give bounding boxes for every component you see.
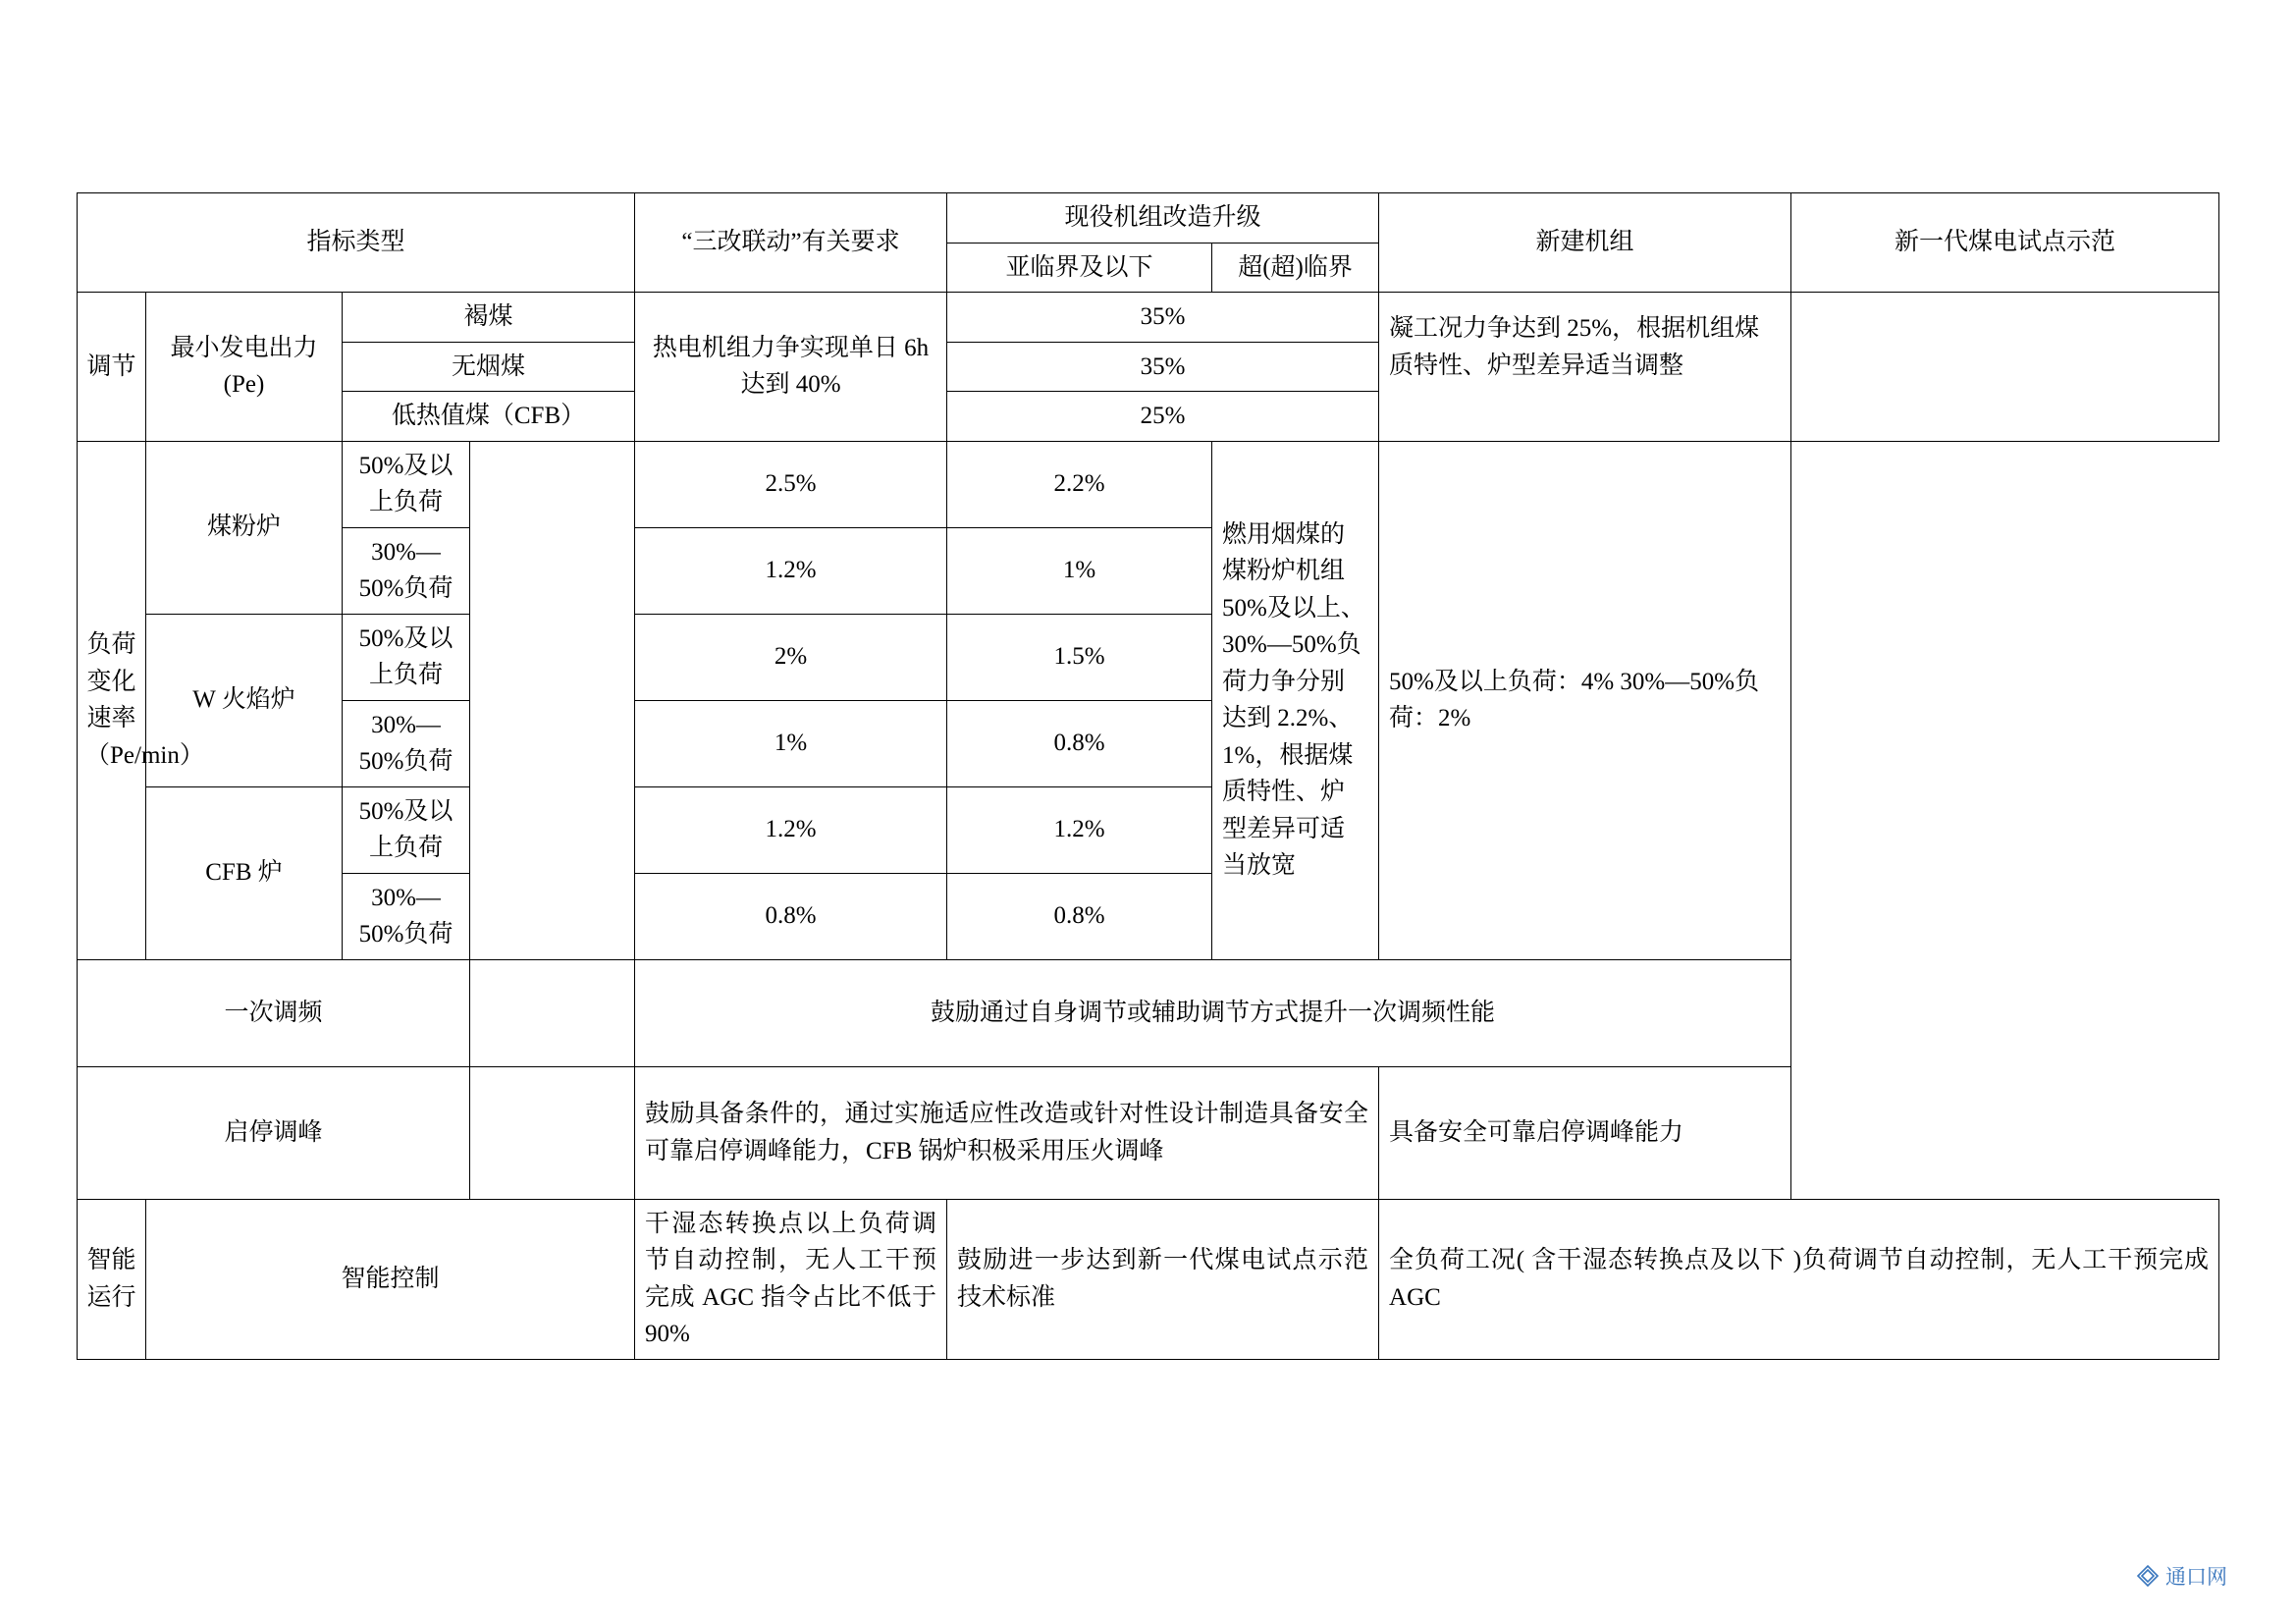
cell-smart-control-existing: 鼓励进一步达到新一代煤电试点示范技术标准: [947, 1199, 1379, 1359]
watermark-label: 通口网: [2165, 1566, 2227, 1589]
cell-min-output-sangai: 热电机组力争实现单日 6h 达到 40%: [635, 293, 947, 442]
table-row-smart-control: [78, 1199, 2219, 1359]
band-w-mid: 30%—50%负荷: [343, 700, 470, 786]
table-header-row-1: [78, 193, 2219, 244]
cell-load-rate-sangai: [470, 441, 635, 959]
row-label-min-output: 最小发电出力(Pe): [146, 293, 343, 442]
cell-start-stop-peak-sangai: [470, 1066, 635, 1199]
band-pc-high: 50%及以上负荷: [343, 441, 470, 527]
cell-pc-high-sup: 2.2%: [947, 441, 1212, 527]
band-cfb-mid: 30%—50%负荷: [343, 873, 470, 959]
cell-w-high-sub: 2%: [635, 614, 947, 700]
cell-min-output-lowcalorific-value: 25%: [947, 392, 1379, 442]
fuel-lignite: 褐煤: [343, 293, 635, 343]
cell-min-output-new-units: 凝工况力争达到 25%，根据机组煤质特性、炉型差异适当调整: [1379, 293, 1791, 442]
table-row-load-rate-w-high: [78, 614, 2219, 700]
row-label-primary-frequency: 一次调频: [78, 959, 470, 1066]
watermark: [2136, 1561, 2227, 1591]
boiler-name-w-flame: W 火焰炉: [146, 614, 343, 786]
header-existing-upgrade: 现役机组改造升级: [947, 193, 1379, 244]
boiler-name-pc: 煤粉炉: [146, 441, 343, 614]
cell-start-stop-peak-new-gen-demo: 具备安全可靠启停调峰能力: [1379, 1066, 1791, 1199]
table-row-load-rate-w-mid: [78, 700, 2219, 786]
section-label-smart-operation: 智能运行: [78, 1199, 146, 1359]
table-row-load-rate-cfb-mid: [78, 873, 2219, 959]
table-row-start-stop-peak: [78, 1066, 2219, 1199]
cell-min-output-lignite-value: 35%: [947, 293, 1379, 343]
band-w-high: 50%及以上负荷: [343, 614, 470, 700]
cell-cfb-mid-sup: 0.8%: [947, 873, 1212, 959]
band-cfb-high: 50%及以上负荷: [343, 786, 470, 873]
cell-primary-frequency-merged: 鼓励通过自身调节或辅助调节方式提升一次调频性能: [635, 959, 1791, 1066]
spec-table: [77, 192, 2219, 1360]
section-label-regulation: 调节: [78, 293, 146, 442]
watermark-icon: [2136, 1564, 2160, 1588]
cell-smart-control-new-gen-demo: 全负荷工况( 含干湿态转换点及以下 )负荷调节自动控制，无人工干预完成 AGC: [1379, 1199, 2219, 1359]
cell-min-output-new-gen-demo: [1791, 293, 2219, 442]
cell-cfb-high-sup: 1.2%: [947, 786, 1212, 873]
fuel-low-calorific: 低热值煤（CFB）: [343, 392, 635, 442]
row-label-load-rate: 负荷变化速率（Pe/min）: [78, 441, 146, 959]
table-row-min-output-lignite: [78, 293, 2219, 343]
cell-cfb-high-sub: 1.2%: [635, 786, 947, 873]
cell-pc-mid-sup: 1%: [947, 527, 1212, 614]
header-subcritical: 亚临界及以下: [947, 243, 1212, 293]
table-row-load-rate-pc-high: [78, 441, 2219, 527]
cell-w-mid-sub: 1%: [635, 700, 947, 786]
header-new-units: 新建机组: [1379, 193, 1791, 293]
row-label-start-stop-peak: 启停调峰: [78, 1066, 470, 1199]
boiler-name-cfb: CFB 炉: [146, 786, 343, 959]
cell-min-output-anthracite-value: 35%: [947, 342, 1379, 392]
row-label-smart-control: 智能控制: [146, 1199, 635, 1359]
cell-load-rate-new-gen-demo: 50%及以上负荷：4% 30%—50%负荷：2%: [1379, 441, 1791, 959]
cell-smart-control-sangai: 干湿态转换点以上负荷调节自动控制，无人工干预完成 AGC 指令占比不低于 90%: [635, 1199, 947, 1359]
header-new-gen-demo: 新一代煤电试点示范: [1791, 193, 2219, 293]
cell-w-high-sup: 1.5%: [947, 614, 1212, 700]
cell-start-stop-peak-existing: 鼓励具备条件的，通过实施适应性改造或针对性设计制造具备安全可靠启停调峰能力，CFB 锅炉积极采用压火调峰: [635, 1066, 1379, 1199]
cell-cfb-mid-sub: 0.8%: [635, 873, 947, 959]
table-row-primary-frequency: [78, 959, 2219, 1066]
table-row-load-rate-cfb-high: [78, 786, 2219, 873]
cell-w-mid-sup: 0.8%: [947, 700, 1212, 786]
cell-pc-mid-sub: 1.2%: [635, 527, 947, 614]
cell-pc-high-sub: 2.5%: [635, 441, 947, 527]
table-row-load-rate-pc-mid: [78, 527, 2219, 614]
cell-primary-frequency-sangai: [470, 959, 635, 1066]
header-indicator-type: 指标类型: [78, 193, 635, 293]
cell-load-rate-new-units: 燃用烟煤的煤粉炉机组 50%及以上、30%—50%负荷力争分别达到 2.2%、1%，根据煤质特性、炉型差异可适当放宽: [1212, 441, 1379, 959]
fuel-anthracite: 无烟煤: [343, 342, 635, 392]
band-pc-mid: 30%—50%负荷: [343, 527, 470, 614]
header-supercritical: 超(超)临界: [1212, 243, 1379, 293]
header-sangai-requirement: “三改联动”有关要求: [635, 193, 947, 293]
